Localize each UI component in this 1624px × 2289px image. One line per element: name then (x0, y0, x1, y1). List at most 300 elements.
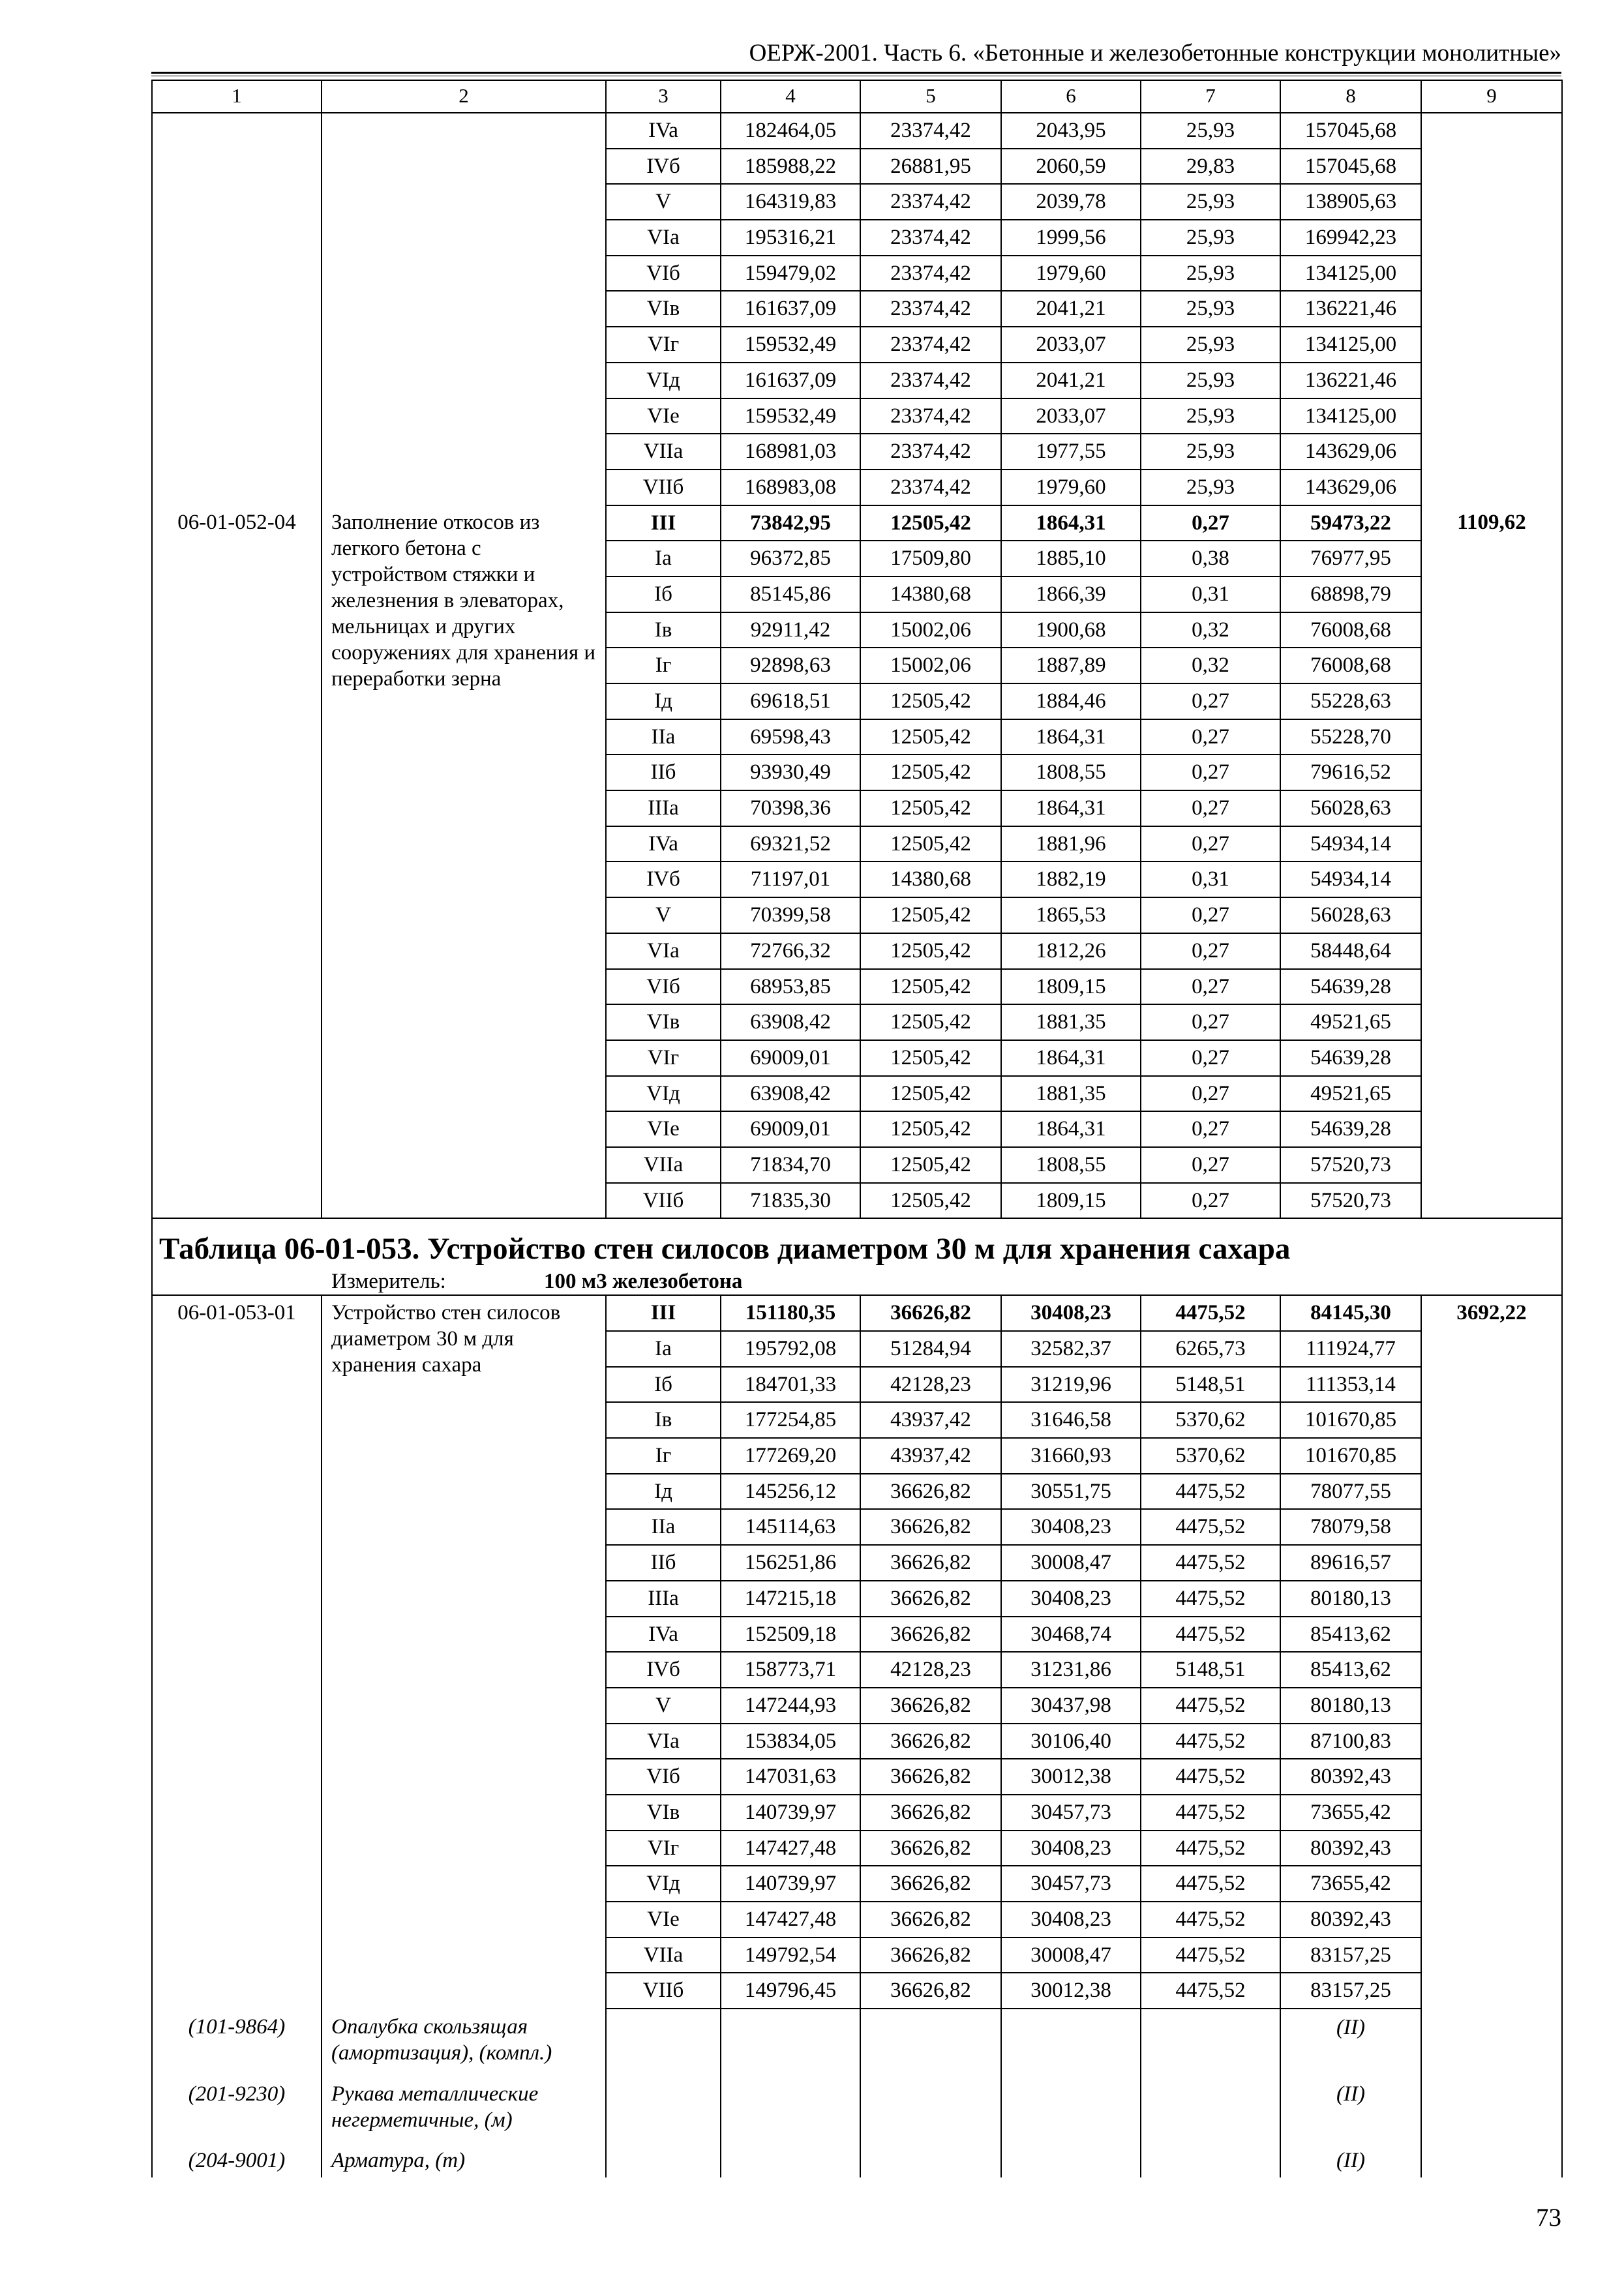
value-cell: 12505,42 (860, 969, 1001, 1005)
value-cell: 30012,38 (1001, 1759, 1141, 1795)
header-rule-thick (151, 72, 1561, 74)
value-cell: 56028,63 (1280, 897, 1421, 933)
region-cell: Ia (606, 1331, 721, 1367)
value-cell: 36626,82 (860, 1724, 1001, 1759)
value-cell: 30008,47 (1001, 1937, 1141, 1973)
empty-cell (606, 2076, 721, 2142)
value-cell: 78077,55 (1280, 1474, 1421, 1510)
value-cell: 80392,43 (1280, 1759, 1421, 1795)
region-cell: VIб (606, 969, 721, 1005)
value-cell: 111353,14 (1280, 1367, 1421, 1403)
value-cell: 2060,59 (1001, 149, 1141, 185)
region-cell: VIд (606, 1866, 721, 1902)
value-cell: 0,38 (1141, 541, 1280, 576)
region-cell: Iд (606, 683, 721, 719)
value-cell: 1979,60 (1001, 256, 1141, 292)
value-cell: 4475,52 (1141, 1545, 1280, 1581)
value-cell: 0,27 (1141, 1147, 1280, 1183)
value-cell: 26881,95 (860, 149, 1001, 185)
value-cell: 25,93 (1141, 220, 1280, 256)
value-cell: 164319,83 (721, 184, 860, 220)
value-cell: 1864,31 (1001, 719, 1141, 755)
resource-code: (201-9230) (152, 2076, 322, 2142)
region-cell: VIIa (606, 1147, 721, 1183)
value-cell: 57520,73 (1280, 1147, 1421, 1183)
value-cell: 85145,86 (721, 576, 860, 612)
column-number-row (152, 80, 1562, 113)
value-cell: 15002,06 (860, 648, 1001, 683)
measure-label: Измеритель: (331, 1270, 446, 1294)
value-cell: 31660,93 (1001, 1438, 1141, 1474)
value-cell: 12505,42 (860, 1004, 1001, 1040)
value-cell: 42128,23 (860, 1652, 1001, 1688)
value-cell: 69321,52 (721, 826, 860, 862)
table-row (152, 113, 1562, 149)
value-cell: 12505,42 (860, 719, 1001, 755)
value-cell: 23374,42 (860, 220, 1001, 256)
value-cell: 68953,85 (721, 969, 860, 1005)
value-cell: 71197,01 (721, 861, 860, 897)
value-cell: 23374,42 (860, 363, 1001, 398)
value-cell: 156251,86 (721, 1545, 860, 1581)
value-cell: 30408,23 (1001, 1509, 1141, 1545)
value-cell: 83157,25 (1280, 1973, 1421, 2009)
region-cell: V (606, 897, 721, 933)
region-cell: Iв (606, 612, 721, 648)
value-cell: 101670,85 (1280, 1438, 1421, 1474)
value-cell: 1808,55 (1001, 1147, 1141, 1183)
value-cell: 2041,21 (1001, 363, 1141, 398)
value-cell: 63908,42 (721, 1076, 860, 1112)
value-cell: 36626,82 (860, 1831, 1001, 1866)
value-cell: 159532,49 (721, 327, 860, 363)
value-cell: 2033,07 (1001, 398, 1141, 434)
value-cell: 4475,52 (1141, 1759, 1280, 1795)
value-cell: 143629,06 (1280, 470, 1421, 505)
value-cell: 23374,42 (860, 291, 1001, 327)
value-cell: 12505,42 (860, 1040, 1001, 1076)
value-cell: 1812,26 (1001, 933, 1141, 969)
empty-cell (1001, 2142, 1141, 2177)
region-cell: III (606, 505, 721, 541)
value-cell: 4475,52 (1141, 1295, 1280, 1331)
value-cell: 111924,77 (1280, 1331, 1421, 1367)
region-cell: III (606, 1295, 721, 1331)
value-cell: 30408,23 (1001, 1831, 1141, 1866)
resource-row (152, 2076, 1562, 2142)
value-cell: 30551,75 (1001, 1474, 1141, 1510)
value-cell: 25,93 (1141, 398, 1280, 434)
code-cell (152, 113, 322, 505)
value-cell: 85413,62 (1280, 1617, 1421, 1653)
region-cell: Iв (606, 1402, 721, 1438)
value-cell: 138905,63 (1280, 184, 1421, 220)
value-cell: 4475,52 (1141, 1581, 1280, 1617)
value-cell: 195316,21 (721, 220, 860, 256)
value-cell: 93930,49 (721, 755, 860, 790)
value-cell: 58448,64 (1280, 933, 1421, 969)
value-cell: 12505,42 (860, 1111, 1001, 1147)
value-cell: 69009,01 (721, 1111, 860, 1147)
value-cell: 54934,14 (1280, 826, 1421, 862)
value-cell: 152509,18 (721, 1617, 860, 1653)
value-cell: 168983,08 (721, 470, 860, 505)
value-cell: 63908,42 (721, 1004, 860, 1040)
value-cell: 157045,68 (1280, 113, 1421, 149)
value-cell: 149796,45 (721, 1973, 860, 2009)
value-cell: 23374,42 (860, 398, 1001, 434)
region-cell: VIв (606, 1004, 721, 1040)
value-cell: 134125,00 (1280, 256, 1421, 292)
region-cell: IVб (606, 149, 721, 185)
value-cell: 23374,42 (860, 434, 1001, 470)
value-cell: 92911,42 (721, 612, 860, 648)
region-cell: VIг (606, 1040, 721, 1076)
value-cell: 5370,62 (1141, 1402, 1280, 1438)
region-cell: VIa (606, 1724, 721, 1759)
value-cell: 36626,82 (860, 1902, 1001, 1937)
value-cell: 80392,43 (1280, 1902, 1421, 1937)
value-cell: 157045,68 (1280, 149, 1421, 185)
value-cell: 185988,22 (721, 149, 860, 185)
value-cell: 76008,68 (1280, 612, 1421, 648)
column-number: 4 (721, 80, 860, 113)
column-number: 9 (1421, 80, 1562, 113)
value-cell: 1866,39 (1001, 576, 1141, 612)
value-cell: 2043,95 (1001, 113, 1141, 149)
region-cell: VIг (606, 1831, 721, 1866)
value-cell: 71835,30 (721, 1183, 860, 1219)
value-cell: 23374,42 (860, 113, 1001, 149)
value-cell: 30457,73 (1001, 1866, 1141, 1902)
region-cell: Ia (606, 541, 721, 576)
resource-name: Арматура, (т) (322, 2142, 606, 2177)
column-number: 3 (606, 80, 721, 113)
value-cell: 92898,63 (721, 648, 860, 683)
value-cell: 0,27 (1141, 505, 1280, 541)
region-cell: IIIa (606, 1581, 721, 1617)
value-cell: 70398,36 (721, 790, 860, 826)
value-cell: 140739,97 (721, 1795, 860, 1831)
value-cell: 49521,65 (1280, 1076, 1421, 1112)
page-number: 73 (1536, 2204, 1561, 2232)
value-cell: 184701,33 (721, 1367, 860, 1403)
value-cell: 4475,52 (1141, 1866, 1280, 1902)
value-cell: 140739,97 (721, 1866, 860, 1902)
value-cell: 79616,52 (1280, 755, 1421, 790)
value-cell: 1900,68 (1001, 612, 1141, 648)
empty-cell (606, 2142, 721, 2177)
value-cell: 36626,82 (860, 1795, 1001, 1831)
table-title: Таблица 06-01-053. Устройство стен силосов диаметром 30 м для хранения сахара (152, 1218, 1562, 1268)
value-cell: 76008,68 (1280, 648, 1421, 683)
value-cell: 85413,62 (1280, 1652, 1421, 1688)
empty-cell (860, 2009, 1001, 2076)
value-cell: 0,27 (1141, 683, 1280, 719)
region-cell: IIб (606, 755, 721, 790)
value-cell: 1881,35 (1001, 1004, 1141, 1040)
empty-cell (1141, 2009, 1280, 2076)
value-cell: 1881,96 (1001, 826, 1141, 862)
value-cell: 1809,15 (1001, 1183, 1141, 1219)
value-cell: 182464,05 (721, 113, 860, 149)
value-cell: 147427,48 (721, 1831, 860, 1866)
value-cell: 32582,37 (1001, 1331, 1141, 1367)
value-cell: 96372,85 (721, 541, 860, 576)
rates-table (151, 80, 1563, 2177)
value-cell: 12505,42 (860, 1147, 1001, 1183)
region-cell: VIe (606, 1902, 721, 1937)
value-cell: 1864,31 (1001, 505, 1141, 541)
value-cell: 0,27 (1141, 1004, 1280, 1040)
region-cell: Iг (606, 648, 721, 683)
value-cell: 14380,68 (860, 576, 1001, 612)
value-cell: 1885,10 (1001, 541, 1141, 576)
value-cell: 68898,79 (1280, 576, 1421, 612)
resource-code: (101-9864) (152, 2009, 322, 2076)
value-cell: 145256,12 (721, 1474, 860, 1510)
value-cell: 69618,51 (721, 683, 860, 719)
value-cell: 49521,65 (1280, 1004, 1421, 1040)
value-cell: 84145,30 (1280, 1295, 1421, 1331)
value-cell: 134125,00 (1280, 327, 1421, 363)
empty-cell (860, 2076, 1001, 2142)
region-cell: Iб (606, 576, 721, 612)
value-cell: 4475,52 (1141, 1795, 1280, 1831)
value-cell: 78079,58 (1280, 1509, 1421, 1545)
value-cell: 136221,46 (1280, 363, 1421, 398)
value-cell: 4475,52 (1141, 1688, 1280, 1724)
value-cell: 25,93 (1141, 470, 1280, 505)
value-cell: 12505,42 (860, 826, 1001, 862)
value-cell: 25,93 (1141, 113, 1280, 149)
value-cell: 1977,55 (1001, 434, 1141, 470)
region-cell: VIIa (606, 1937, 721, 1973)
region-cell: VIIa (606, 434, 721, 470)
value-cell: 1999,56 (1001, 220, 1141, 256)
value-cell: 87100,83 (1280, 1724, 1421, 1759)
region-cell: IVa (606, 113, 721, 149)
value-cell: 12505,42 (860, 505, 1001, 541)
region-cell: V (606, 184, 721, 220)
value-cell: 30468,74 (1001, 1617, 1141, 1653)
column-number: 8 (1280, 80, 1421, 113)
value-cell: 23374,42 (860, 327, 1001, 363)
region-cell: Iд (606, 1474, 721, 1510)
value-cell: 36626,82 (860, 1759, 1001, 1795)
region-cell: VIe (606, 398, 721, 434)
value-cell: 4475,52 (1141, 1724, 1280, 1759)
region-cell: VIв (606, 1795, 721, 1831)
table-row (152, 505, 1562, 541)
value-cell: 36626,82 (860, 1509, 1001, 1545)
empty-cell (1421, 2009, 1562, 2076)
value-cell: 12505,42 (860, 755, 1001, 790)
value-cell: 54639,28 (1280, 1040, 1421, 1076)
value-cell: 69598,43 (721, 719, 860, 755)
value-cell: 2039,78 (1001, 184, 1141, 220)
value-cell: 153834,05 (721, 1724, 860, 1759)
value-cell: 159479,02 (721, 256, 860, 292)
value-cell: 147215,18 (721, 1581, 860, 1617)
value-cell: 25,93 (1141, 184, 1280, 220)
value-cell: 80180,13 (1280, 1688, 1421, 1724)
value-cell: 147427,48 (721, 1902, 860, 1937)
value-cell: 161637,09 (721, 363, 860, 398)
value-cell: 0,27 (1141, 1111, 1280, 1147)
name-cell (322, 113, 606, 505)
entry-col9: 3692,22 (1421, 1295, 1562, 2009)
value-cell: 0,32 (1141, 648, 1280, 683)
value-cell: 54639,28 (1280, 1111, 1421, 1147)
value-cell: 73655,42 (1280, 1866, 1421, 1902)
region-cell: VIг (606, 327, 721, 363)
value-cell: 0,27 (1141, 755, 1280, 790)
region-cell: IVб (606, 1652, 721, 1688)
value-cell: 1881,35 (1001, 1076, 1141, 1112)
entry-code: 06-01-053-01 (152, 1295, 322, 2009)
region-cell: Iг (606, 1438, 721, 1474)
value-cell: 5370,62 (1141, 1438, 1280, 1474)
value-cell: 1808,55 (1001, 755, 1141, 790)
empty-cell (1141, 2142, 1280, 2177)
value-cell: 1864,31 (1001, 1040, 1141, 1076)
resource-name: Опалубка скользящая (амортизация), (компл.) (322, 2009, 606, 2076)
value-cell: 25,93 (1141, 327, 1280, 363)
value-cell: 31231,86 (1001, 1652, 1141, 1688)
value-cell: 30012,38 (1001, 1973, 1141, 2009)
resource-code: (204-9001) (152, 2142, 322, 2177)
value-cell: 0,27 (1141, 969, 1280, 1005)
empty-cell (1001, 2076, 1141, 2142)
value-cell: 1864,31 (1001, 1111, 1141, 1147)
value-cell: 25,93 (1141, 291, 1280, 327)
value-cell: 30437,98 (1001, 1688, 1141, 1724)
value-cell: 30408,23 (1001, 1581, 1141, 1617)
value-cell: 143629,06 (1280, 434, 1421, 470)
empty-cell (1001, 2009, 1141, 2076)
value-cell: 0,27 (1141, 826, 1280, 862)
value-cell: 0,27 (1141, 790, 1280, 826)
region-cell: IVa (606, 826, 721, 862)
value-cell: 54934,14 (1280, 861, 1421, 897)
value-cell: 1882,19 (1001, 861, 1141, 897)
region-cell: IIa (606, 719, 721, 755)
value-cell: 147031,63 (721, 1759, 860, 1795)
value-cell: 29,83 (1141, 149, 1280, 185)
value-cell: 6265,73 (1141, 1331, 1280, 1367)
resource-mark: (II) (1280, 2142, 1421, 2177)
value-cell: 169942,23 (1280, 220, 1421, 256)
value-cell: 12505,42 (860, 897, 1001, 933)
value-cell: 36626,82 (860, 1937, 1001, 1973)
table-row (152, 1295, 1562, 1331)
value-cell: 36626,82 (860, 1295, 1001, 1331)
value-cell: 0,27 (1141, 1183, 1280, 1219)
value-cell: 25,93 (1141, 256, 1280, 292)
resource-row (152, 2142, 1562, 2177)
value-cell: 195792,08 (721, 1331, 860, 1367)
value-cell: 73842,95 (721, 505, 860, 541)
value-cell: 80180,13 (1280, 1581, 1421, 1617)
value-cell: 59473,22 (1280, 505, 1421, 541)
empty-cell (1141, 2076, 1280, 2142)
value-cell: 23374,42 (860, 184, 1001, 220)
empty-cell (721, 2009, 860, 2076)
value-cell: 0,27 (1141, 1076, 1280, 1112)
resource-row (152, 2009, 1562, 2076)
value-cell: 151180,35 (721, 1295, 860, 1331)
region-cell: VIб (606, 256, 721, 292)
value-cell: 134125,00 (1280, 398, 1421, 434)
value-cell: 0,27 (1141, 1040, 1280, 1076)
region-cell: IVa (606, 1617, 721, 1653)
value-cell: 0,31 (1141, 861, 1280, 897)
table-title-row (152, 1218, 1562, 1268)
value-cell: 4475,52 (1141, 1617, 1280, 1653)
value-cell: 1884,46 (1001, 683, 1141, 719)
region-cell: VIб (606, 1759, 721, 1795)
region-cell: VIв (606, 291, 721, 327)
region-cell: VIIб (606, 1973, 721, 2009)
value-cell: 4475,52 (1141, 1937, 1280, 1973)
value-cell: 36626,82 (860, 1581, 1001, 1617)
empty-cell (860, 2142, 1001, 2177)
value-cell: 4475,52 (1141, 1973, 1280, 2009)
value-cell: 158773,71 (721, 1652, 860, 1688)
value-cell: 23374,42 (860, 256, 1001, 292)
value-cell: 4475,52 (1141, 1902, 1280, 1937)
region-cell: V (606, 1688, 721, 1724)
value-cell: 55228,70 (1280, 719, 1421, 755)
region-cell: IIб (606, 1545, 721, 1581)
value-cell: 12505,42 (860, 933, 1001, 969)
value-cell: 76977,95 (1280, 541, 1421, 576)
value-cell: 43937,42 (860, 1438, 1001, 1474)
entry-code: 06-01-052-04 (152, 505, 322, 1219)
region-cell: VIa (606, 933, 721, 969)
region-cell: VIe (606, 1111, 721, 1147)
column-number: 1 (152, 80, 322, 113)
region-cell: IIa (606, 1509, 721, 1545)
value-cell: 72766,32 (721, 933, 860, 969)
value-cell: 69009,01 (721, 1040, 860, 1076)
resource-mark: (II) (1280, 2009, 1421, 2076)
value-cell: 80392,43 (1280, 1831, 1421, 1866)
region-cell: VIIб (606, 470, 721, 505)
value-cell: 1809,15 (1001, 969, 1141, 1005)
value-cell: 30408,23 (1001, 1902, 1141, 1937)
region-cell: VIIб (606, 1183, 721, 1219)
value-cell: 149792,54 (721, 1937, 860, 1973)
value-cell: 71834,70 (721, 1147, 860, 1183)
value-cell: 2033,07 (1001, 327, 1141, 363)
value-cell: 12505,42 (860, 790, 1001, 826)
value-cell: 161637,09 (721, 291, 860, 327)
empty-cell (606, 2009, 721, 2076)
value-cell: 51284,94 (860, 1331, 1001, 1367)
value-cell: 17509,80 (860, 541, 1001, 576)
value-cell: 145114,63 (721, 1509, 860, 1545)
value-cell: 147244,93 (721, 1688, 860, 1724)
value-cell: 168981,03 (721, 434, 860, 470)
value-cell: 5148,51 (1141, 1652, 1280, 1688)
region-cell: IIIa (606, 790, 721, 826)
column-number: 2 (322, 80, 606, 113)
value-cell: 5148,51 (1141, 1367, 1280, 1403)
value-cell: 4475,52 (1141, 1831, 1280, 1866)
value-cell: 0,32 (1141, 612, 1280, 648)
